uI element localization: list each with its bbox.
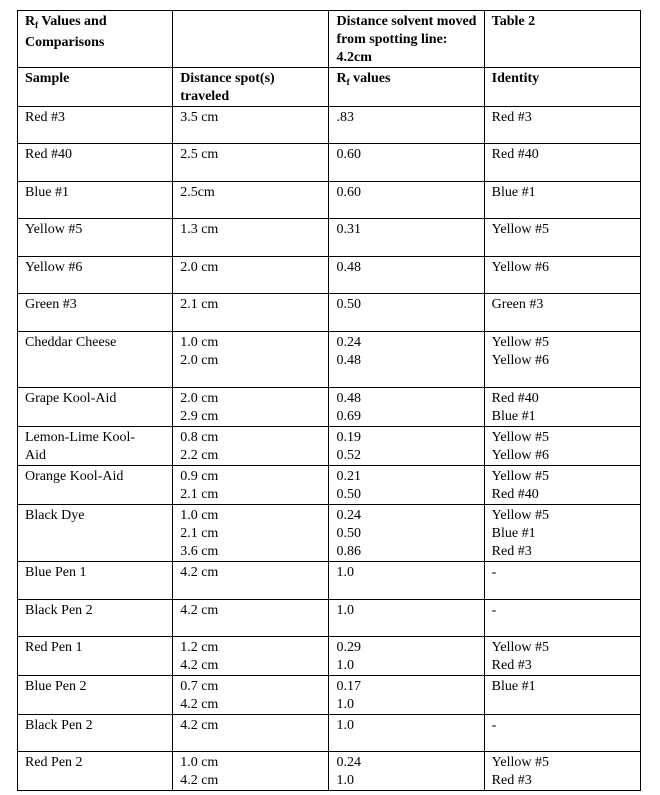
rf-cell-line: 0.17 <box>336 679 361 694</box>
rf-cell <box>329 107 484 144</box>
distance-cell-line: 2.1 cm <box>180 487 219 502</box>
rf-cell <box>329 294 484 332</box>
column-header-row <box>18 68 641 107</box>
table-row <box>18 715 641 752</box>
identity-cell <box>484 332 640 388</box>
distance-cell <box>173 600 329 637</box>
rf-cell-line: 0.48 <box>336 260 361 275</box>
table-row <box>18 505 641 562</box>
rf-cell-line: 0.60 <box>336 185 361 200</box>
distance-cell-line: 2.9 cm <box>180 409 219 424</box>
identity-cell <box>484 182 640 219</box>
sample-cell-line: Blue Pen 2 <box>25 679 87 694</box>
rf-cell <box>329 427 484 466</box>
sample-cell <box>18 294 173 332</box>
sample-cell-line: Yellow #5 <box>25 222 83 237</box>
distance-cell <box>173 294 329 332</box>
distance-cell-line: 1.0 cm <box>180 508 219 523</box>
distance-cell <box>173 388 329 427</box>
identity-cell <box>484 466 640 505</box>
distance-cell <box>173 427 329 466</box>
rf-cell <box>329 257 484 294</box>
table-row <box>18 294 641 332</box>
table-row <box>18 144 641 182</box>
sample-cell <box>18 219 173 257</box>
sample-cell <box>18 144 173 182</box>
identity-cell-line: Blue #1 <box>491 185 536 200</box>
distance-cell <box>173 107 329 144</box>
sample-cell <box>18 600 173 637</box>
identity-cell-line: Green #3 <box>491 297 544 312</box>
distance-cell <box>173 257 329 294</box>
distance-cell-line: 0.7 cm <box>180 679 219 694</box>
sample-cell-line: Green #3 <box>25 297 77 312</box>
sample-cell <box>18 505 173 562</box>
table-row <box>18 676 641 715</box>
table-row <box>18 600 641 637</box>
identity-cell <box>484 505 640 562</box>
distance-cell-line: 2.1 cm <box>180 297 219 312</box>
identity-cell-line: Yellow #6 <box>491 353 549 368</box>
identity-cell <box>484 388 640 427</box>
sample-cell-line: Black Pen 2 <box>25 603 93 618</box>
table-title-row <box>18 11 641 68</box>
sample-cell-line: Cheddar Cheese <box>25 335 117 350</box>
rf-cell-line: 1.0 <box>336 658 354 673</box>
sample-cell-line: Blue Pen 1 <box>25 565 87 580</box>
rf-cell-line: 0.60 <box>336 147 361 162</box>
rf-values-table <box>17 10 641 791</box>
solvent-distance-cell: Distance solvent moved from spotting line: 4.2cm <box>329 11 484 68</box>
identity-cell-line: Yellow #5 <box>491 469 549 484</box>
sample-cell <box>18 637 173 676</box>
identity-cell-line: Red #40 <box>491 487 539 502</box>
column-header-distance: Distance spot(s) traveled <box>173 68 329 107</box>
identity-cell <box>484 562 640 600</box>
sample-cell-line: Red Pen 2 <box>25 755 83 770</box>
table-row <box>18 257 641 294</box>
sample-cell <box>18 257 173 294</box>
sample-cell <box>18 676 173 715</box>
identity-cell-line: Yellow #5 <box>491 640 549 655</box>
identity-cell-line: Yellow #5 <box>491 508 549 523</box>
identity-cell-line: Yellow #5 <box>491 755 549 770</box>
identity-cell-line: Red #3 <box>491 658 532 673</box>
sample-cell-line: Yellow #6 <box>25 260 83 275</box>
rf-cell <box>329 752 484 791</box>
sample-cell <box>18 388 173 427</box>
rf-cell-line: 0.52 <box>336 448 361 463</box>
distance-cell <box>173 505 329 562</box>
rf-cell-line: 0.24 <box>336 335 361 350</box>
distance-cell-line: 1.0 cm <box>180 335 219 350</box>
sample-cell <box>18 182 173 219</box>
identity-cell-line: Yellow #6 <box>491 448 549 463</box>
column-header-rf: $R_f$ values <box>329 68 484 107</box>
rf-cell <box>329 637 484 676</box>
identity-cell <box>484 107 640 144</box>
rf-cell <box>329 676 484 715</box>
rf-cell-line: 0.21 <box>336 469 361 484</box>
identity-cell <box>484 600 640 637</box>
distance-cell-line: 4.2 cm <box>180 718 219 733</box>
identity-cell-line: Yellow #5 <box>491 430 549 445</box>
distance-cell-line: 4.2 cm <box>180 697 219 712</box>
table-row <box>18 637 641 676</box>
table-row <box>18 427 641 466</box>
identity-cell-line: - <box>491 718 497 733</box>
distance-cell-line: 3.5 cm <box>180 110 219 125</box>
sample-cell-line: Aid <box>25 448 46 463</box>
identity-cell <box>484 427 640 466</box>
sample-cell-line: Orange Kool-Aid <box>25 469 124 484</box>
distance-cell-line: 4.2 cm <box>180 565 219 580</box>
distance-cell-line: 2.0 cm <box>180 391 219 406</box>
distance-cell-line: 0.9 cm <box>180 469 219 484</box>
table-row <box>18 562 641 600</box>
distance-cell <box>173 182 329 219</box>
rf-cell-line: 1.0 <box>336 697 354 712</box>
rf-cell <box>329 144 484 182</box>
table-number-cell: Table 2 <box>484 11 640 68</box>
sample-cell-line: Lemon-Lime Kool- <box>25 430 136 445</box>
identity-cell <box>484 219 640 257</box>
identity-cell-line: - <box>491 603 497 618</box>
distance-cell-line: 4.2 cm <box>180 658 219 673</box>
sample-cell-line: Black Dye <box>25 508 85 523</box>
sample-cell-line: Blue #1 <box>25 185 69 200</box>
distance-cell-line: 2.0 cm <box>180 260 219 275</box>
identity-cell-line: Red #40 <box>491 147 539 162</box>
distance-cell-line: 4.2 cm <box>180 773 219 788</box>
rf-cell-line: .83 <box>336 110 354 125</box>
rf-cell-line: 0.31 <box>336 222 361 237</box>
table-row <box>18 466 641 505</box>
distance-cell-line: 0.8 cm <box>180 430 219 445</box>
distance-cell <box>173 219 329 257</box>
sample-cell-line: Grape Kool-Aid <box>25 391 117 406</box>
distance-cell-line: 1.3 cm <box>180 222 219 237</box>
identity-cell-line: Red #3 <box>491 773 532 788</box>
distance-cell-line: 2.5 cm <box>180 147 219 162</box>
rf-cell <box>329 600 484 637</box>
sample-cell <box>18 107 173 144</box>
rf-cell-line: 0.48 <box>336 353 361 368</box>
identity-cell <box>484 257 640 294</box>
identity-cell <box>484 294 640 332</box>
table-row <box>18 332 641 388</box>
rf-cell-line: 0.24 <box>336 508 361 523</box>
rf-cell-line: 0.69 <box>336 409 361 424</box>
sample-cell <box>18 427 173 466</box>
identity-cell-line: Red #40 <box>491 391 539 406</box>
sample-cell-line: Red #3 <box>25 110 66 125</box>
sample-cell <box>18 562 173 600</box>
sample-cell-line: Red #40 <box>25 147 73 162</box>
column-header-identity: Identity <box>484 68 640 107</box>
sample-cell <box>18 715 173 752</box>
rf-cell <box>329 388 484 427</box>
rf-cell <box>329 182 484 219</box>
sample-cell <box>18 466 173 505</box>
identity-cell <box>484 752 640 791</box>
sample-cell <box>18 752 173 791</box>
distance-cell-line: 2.5cm <box>180 185 215 200</box>
identity-cell-line: - <box>491 565 497 580</box>
identity-cell-line: Red #3 <box>491 110 532 125</box>
distance-cell <box>173 752 329 791</box>
column-header-sample: Sample <box>18 68 173 107</box>
rf-cell-line: 0.50 <box>336 297 361 312</box>
rf-cell-line: 0.48 <box>336 391 361 406</box>
rf-cell <box>329 332 484 388</box>
empty-header-cell <box>173 11 329 68</box>
rf-cell-line: 1.0 <box>336 773 354 788</box>
rf-cell <box>329 715 484 752</box>
rf-cell <box>329 505 484 562</box>
distance-cell <box>173 144 329 182</box>
rf-cell-line: 0.50 <box>336 487 361 502</box>
sample-cell <box>18 332 173 388</box>
distance-cell-line: 2.1 cm <box>180 526 219 541</box>
identity-cell-line: Yellow #5 <box>491 222 549 237</box>
identity-cell <box>484 676 640 715</box>
rf-cell-line: 1.0 <box>336 565 354 580</box>
distance-cell <box>173 466 329 505</box>
identity-cell-line: Yellow #5 <box>491 335 549 350</box>
table-title-cell: $R_f$ Values and Comparisons <box>18 11 173 68</box>
table-row <box>18 219 641 257</box>
rf-cell-line: 0.29 <box>336 640 361 655</box>
distance-cell-line: 3.6 cm <box>180 544 219 559</box>
distance-cell <box>173 332 329 388</box>
sample-cell-line: Black Pen 2 <box>25 718 93 733</box>
distance-cell-line: 1.0 cm <box>180 755 219 770</box>
rf-cell-line: 1.0 <box>336 718 354 733</box>
distance-cell-line: 2.0 cm <box>180 353 219 368</box>
table-row <box>18 388 641 427</box>
rf-cell-line: 0.24 <box>336 755 361 770</box>
sample-cell-line: Red Pen 1 <box>25 640 83 655</box>
distance-cell-line: 4.2 cm <box>180 603 219 618</box>
distance-cell-line: 1.2 cm <box>180 640 219 655</box>
identity-cell-line: Blue #1 <box>491 679 536 694</box>
table-row <box>18 182 641 219</box>
rf-cell <box>329 219 484 257</box>
identity-cell-line: Blue #1 <box>491 526 536 541</box>
identity-cell-line: Yellow #6 <box>491 260 549 275</box>
table-row <box>18 752 641 791</box>
distance-cell <box>173 676 329 715</box>
identity-cell-line: Red #3 <box>491 544 532 559</box>
table-row <box>18 107 641 144</box>
distance-cell <box>173 637 329 676</box>
identity-cell <box>484 715 640 752</box>
rf-cell-line: 0.50 <box>336 526 361 541</box>
rf-cell <box>329 562 484 600</box>
distance-cell <box>173 715 329 752</box>
rf-cell-line: 0.86 <box>336 544 361 559</box>
distance-cell <box>173 562 329 600</box>
rf-cell <box>329 466 484 505</box>
identity-cell <box>484 144 640 182</box>
rf-cell-line: 1.0 <box>336 603 354 618</box>
rf-cell-line: 0.19 <box>336 430 361 445</box>
identity-cell-line: Blue #1 <box>491 409 536 424</box>
distance-cell-line: 2.2 cm <box>180 448 219 463</box>
identity-cell <box>484 637 640 676</box>
